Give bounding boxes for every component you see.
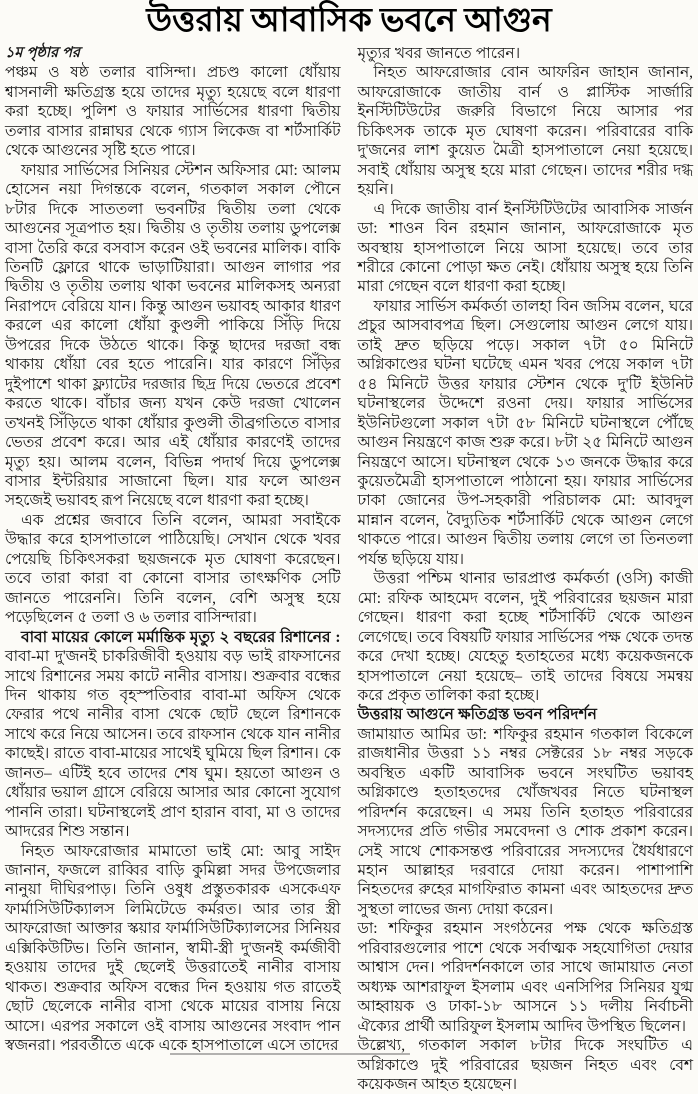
article-paragraph: এক প্রশ্নের জবাবে তিনি বলেন, আমরা সবাইকে উদ্ধার করে হাসপাতালে পাঠিয়েছি। সেখান থেকে খবর পেয়েছি চিকিৎসকরা ছয়জনকে মৃত ঘোষণা করেছেন। তবে তারা কারা বা কোনো বাসার তাৎক্ষণিক সেটি জানতে পারেননি। তিনি বলেন, বেশি অসুস্থ হয়ে পড়েছিলেন ৫ তলা ও ৬ তলার বাসিন্দারা। — [5, 511, 341, 627]
article-paragraph: ডা: শফিকুর রহমান সংগঠনের পক্ষ থেকে ক্ষতিগ্রস্ত পরিবারগুলোর পাশে থেকে সর্বাত্মক সহযোগিতা দেয়ার আশ্বাস দেন। পরিদর্শনকালে তার সাথে জামায়াত নেতা অধ্যক্ষ আশরাফুল ইসলাম এবং এনসিপির সিনিয়র যুগ্ম আহ্বায়ক ও ঢাকা-১৮ আসনে ১১ দলীয় নির্বাচনী ঐক্যের প্রার্থী আরিফুল ইসলাম আদিব উপস্থিত ছিলেন। — [357, 920, 693, 1035]
continued-from-kicker: ১ম পৃষ্ঠার পর — [5, 45, 80, 61]
article-paragraph: নিহত আফরোজার মামাতো ভাই মো: আবু সাইদ জানান, ফজলে রাব্বির বাড়ি কুমিল্লা সদর উপজেলার নানুয়া দীঘিরপাড়। তিনি ওষুধ প্রস্তুতকারক এসকেএফ ফার্মাসিউটিক্যালস লিমিটেডে কর্মরত। আর তার স্ত্রী আফরোজা আক্তার স্কয়ার ফার্মাসিউটিক্যালসের সিনিয়র এক্সিকিউটিভ। তিনি জানান, স্বামী-স্ত্রী দু'জনই কর্মজীবী হওয়ায় তাদের দুই ছেলেই উত্তরাতেই নানীর বাসায় থাকত। শুক্রবার অফিস বন্ধের দিন হওয়ায় গত রাতেই ছোট ছেলেকে নানীর বাসা থেকে মায়ের বাসায় নিয়ে আসে। এরপর সকালে ওই বাসায় আগুনের সংবাদ পান স্বজনরা। পরবর্তীতে একে একে হাসপাতালে এসে তাদের — [5, 842, 341, 1055]
article-paragraph: উত্তরা পশ্চিম থানার ভারপ্রাপ্ত কর্মকর্তা (ওসি) কাজী মো: রফিক আহমেদ বলেন, দুই পরিবারের ছয়জন মারা গেছেন। ধারণা করা হচ্ছে শর্টসার্কিট থেকে আগুন লেগেছে। তবে বিষয়টি ফায়ার সার্ভিসের পক্ষ থেকে তদন্ত করে দেখা হচ্ছে। যেহেতু হতাহতের মধ্যে কয়েকজনকে হাসপাতালে নেয়া হয়েছে– তাই তাদের বিষয়ে সমন্বয় করে প্রকৃত তালিকা করা হচ্ছে। — [357, 570, 693, 704]
article-column-left — [5, 44, 341, 1094]
article-paragraph: এ দিকে জাতীয় বার্ন ইনস্টিটিউটের আবাসিক সার্জন ডা: শাওন বিন রহমান জানান, আফরোজাকে মৃত অবস্থায় হাসপাতালে নিয়ে আসা হয়েছে। তবে তার শরীরে কোনো পোড়া ক্ষত নেই। ধোঁয়ায় অসুস্থ হয়ে তিনি মারা গেছেন বলে ধারণা করা হচ্ছে। — [357, 200, 693, 296]
article-paragraph: উল্লেখ্য, গতকাল সকাল ৮টার দিকে সংঘটিত এ অগ্নিকাণ্ডে দুই পরিবারের ছয়জন নিহত এবং বেশ কয়েকজন আহত হয়েছেন। — [357, 1037, 693, 1094]
article-paragraph — [5, 628, 341, 842]
article-headline: উত্তরায় আবাসিক ভবনে আগুন — [146, 3, 552, 39]
article-paragraph: নিহত আফরোজার বোন আফরিন জাহান জানান, আফরোজাকে জাতীয় বার্ন ও প্লাস্টিক সার্জারি ইনস্টিটিউটের জরুরি বিভাগে নিয়ে আসার পর চিকিৎসক তাকে মৃত ঘোষণা করেন। পরিবারের বাকি দু'জনের লাশ কুয়েত মৈত্রী হাসপাতালে নেয়া হয়েছে। সবাই ধোঁয়ায় অসুস্থ হয়ে মারা গেছেন। তাদের শরীর দগ্ধ হয়নি। — [357, 64, 693, 199]
cropped-rule-fragment — [170, 1053, 410, 1055]
article-paragraph: পঞ্চম ও ষষ্ঠ তলার বাসিন্দা। প্রচণ্ড কালো ধোঁয়ায় শ্বাসনালী ক্ষতিগ্রস্ত হয়ে তাদের মৃত্যু হয়েছে বলে ধারণা করা হচ্ছে। পুলিশ ও ফায়ার সার্ভিসের ধারণা দ্বিতীয় তলার বাসার রান্নাঘর থেকে গ্যাস লিকেজ বা শর্টসার্কিট থেকে আগুনের সৃষ্টি হতে পারে। — [5, 64, 341, 160]
article-paragraph: মৃত্যুর খবর জানতে পারেন। — [357, 45, 521, 62]
article-column-right — [358, 44, 694, 1094]
inline-subhead: বাবা মায়ের কোলে মর্মান্তিক মৃত্যু ২ বছরের রিশানের : — [21, 628, 341, 646]
article-paragraph: ফায়ার সার্ভিস কর্মকর্তা তালহা বিন জসিম বলেন, ঘরে প্রচুর আসবাবপত্র ছিল। সেগুলোয় আগুন লেগে যায়। তাই দ্রুত ছড়িয়ে পড়ে। সকাল ৭টা ৫০ মিনিটে অগ্নিকাণ্ডের ঘটনা ঘটেছে এমন খবর পেয়ে সকাল ৭টা ৫৪ মিনিটে উত্তর ফায়ার স্টেশন থেকে দু'টি ইউনিট ঘটনাস্থলের উদ্দেশে রওনা দেয়। ফায়ার সার্ভিসের ইউনিটগুলো সকাল ৭টা ৫৮ মিনিটে ঘটনাস্থলে পৌঁছে আগুন নিয়ন্ত্রণে কাজ শুরু করে। ৮টা ২৫ মিনিটে আগুন নিয়ন্ত্রণে আসে। ঘটনাস্থল থেকে ১৩ জনকে উদ্ধার করে কুয়েতমৈত্রী হাসপাতালে পাঠানো হয়। ফায়ার সার্ভিসের ঢাকা জোনের উপ-সহকারী পরিচালক মো: আবদুল মান্নান বলেন, বৈদ্যুতিক শর্টসার্কিট থেকে আগুন লেগে থাকতে পারে। আগুন দ্বিতীয় তলায় লেগে তা তিনতলা পর্যন্ত ছড়িয়ে যায়। — [357, 297, 693, 568]
article-paragraph: জামায়াত আমির ডা: শফিকুর রহমান গতকাল বিকেলে রাজধানীর উত্তরা ১১ নম্বর সেক্টরের ১৮ নম্বর সড়কে অবস্থিত একটি আবাসিক ভবনে সংঘটিত ভয়াবহ অগ্নিকাণ্ডে হতাহতদের খোঁজখবর নিতে ঘটনাস্থল পরিদর্শন করেছেন। এ সময় তিনি হতাহত পরিবারের সদস্যদের প্রতি গভীর সমবেদনা ও শোক প্রকাশ করেন। সেই সাথে শোকসন্তপ্ত পরিবারের সদস্যদের ধৈর্যধারণে মহান আল্লাহর দরবারে দোয়া করেন। পাশাপাশি নিহতদের রুহের মাগফিরাত কামনা এবং আহতদের দ্রুত সুস্থতা লাভের জন্য দোয়া করেন। — [357, 725, 693, 918]
article-paragraph: ফায়ার সার্ভিসের সিনিয়র স্টেশন অফিসার মো: আলম হোসেন নয়া দিগন্তকে বলেন, গতকাল সকাল পৌনে ৮টার দিকে সাততলা ভবনটির দ্বিতীয় তলা থেকে আগুনের সূত্রপাত হয়। দ্বিতীয় ও তৃতীয় তলায় ডুপলেক্স বাসা তৈরি করে বসবাস করেন ওই ভবনের মালিক। বাকি তিনটি ফ্লোরে থাকে ভাড়াটিয়ারা। আগুন লাগার পর দ্বিতীয় ও তৃতীয় তলায় থাকা ভবনের মালিকসহ অন্যরা নিরাপদে বেরিয়ে যান। কিন্তু আগুন ভয়াবহ আকার ধারণ করলে এর কালো ধোঁয়া কুণ্ডলী পাকিয়ে সিঁড়ি দিয়ে উপরের দিকে উঠতে থাকে। কিন্তু ছাদের দরজা বন্ধ থাকায় ধোঁয়া বের হতে পারেনি। যার কারণে সিঁড়ির দুইপাশে থাকা ফ্ল্যাটের দরজার ছিদ্র দিয়ে ভেতরে প্রবেশ করতে থাকে। বাঁচার জন্য যখন কেউ দরজা খোলেন তখনই সিঁড়িতে থাকা ধোঁয়ার কুণ্ডলী তীব্রগতিতে বাসার ভেতর প্রবেশ করে। আর এই ধোঁয়ার কারণেই তাদের মৃত্যু হয়। আলম বলেন, বিভিন্ন পদার্থ দিয়ে ডুপলেক্স বাসার ইন্টরিয়ার সাজানো ছিল। যার ফলে আগুন সহজেই ভয়াবহ রূপ নিয়েছে বলে ধারণা করা হচ্ছে। — [5, 161, 341, 510]
section-subhead: উত্তরায় আগুনে ক্ষতিগ্রস্ত ভবন পরিদর্শন — [357, 706, 597, 724]
paragraph-text: বাবা-মা দু'জনই চাকরিজীবী হওয়ায় বড় ভাই রাফসানের সাথে রিশানের সময় কাটে নানীর বাসায়। শুক্রবার বন্ধের দিন থাকায় গত বৃহস্পতিবার বাবা-মা অফিস থেকে ফেরার পথে নানীর বাসা থেকে ছোট ছেলে রিশানকে সাথে করে নিয়ে আসেন। তবে রাফসান থেকে যান নানীর কাছেই। রাতে বাবা-মায়ের সাথেই ঘুমিয়ে ছিল রিশান। কে জানত– এটিই হবে তাদের শেষ ঘুম। হয়তো আগুন ও ধোঁয়ার ভয়াল গ্রাসে বেরিয়ে আসার আর কোনো সুযোগ পাননি তারা। ঘটনাস্থলেই প্রাণ হারান বাবা, মা ও তাদের আদরের শিশু সন্তান। — [5, 648, 341, 841]
article-body — [5, 42, 693, 1094]
